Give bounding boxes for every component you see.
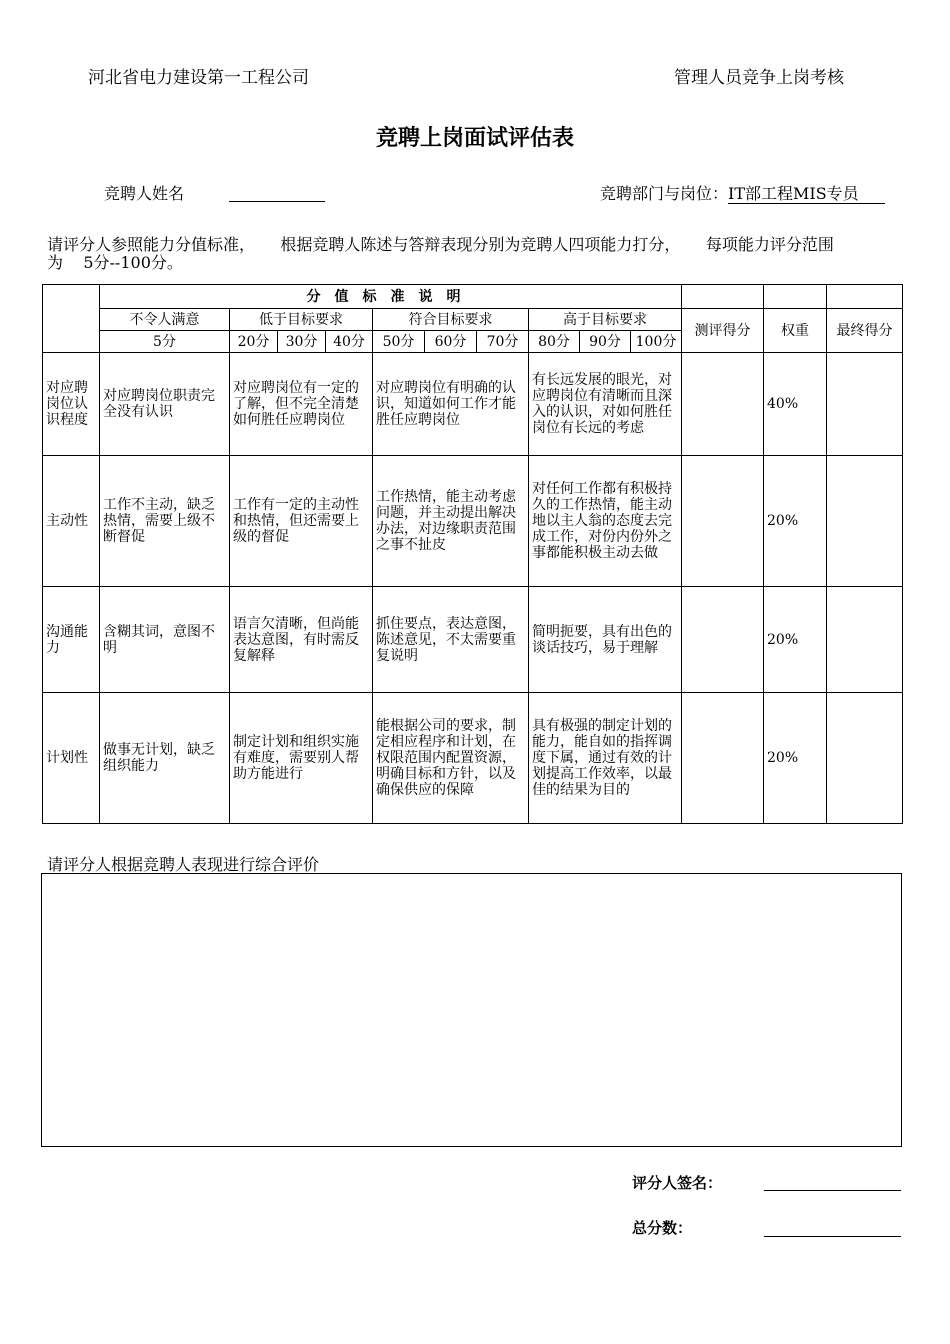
- level-header: 不令人满意: [100, 309, 230, 331]
- final-score-cell[interactable]: [827, 587, 903, 693]
- item-name: 对应聘岗位认识程度: [43, 353, 100, 456]
- standard-below-target: 语言欠清晰，但尚能表达意图，有时需反复解释: [230, 587, 373, 693]
- candidate-dept: [600, 181, 885, 204]
- standard-above-target: 简明扼要，具有出色的谈话技巧，易于理解: [529, 587, 682, 693]
- score-cell[interactable]: [682, 456, 764, 587]
- standard-below-target: 工作有一定的主动性和热情，但还需要上级的督促: [230, 456, 373, 587]
- level-header: 低于目标要求: [230, 309, 373, 331]
- instructions-line-2: 为 5分--100分。: [47, 253, 183, 272]
- point-header: 40分: [326, 331, 373, 353]
- blank-header-cell: [827, 285, 903, 309]
- standard-below-target: 对应聘岗位有一定的了解，但不完全清楚如何胜任应聘岗位: [230, 353, 373, 456]
- page-title: 竞聘上岗面试评估表: [375, 125, 574, 151]
- standard-above-target: 有长远发展的眼光，对应聘岗位有清晰而且深入的认识，对如何胜任岗位有长远的考虑: [529, 353, 682, 456]
- score-cell[interactable]: [682, 693, 764, 824]
- instructions: [47, 236, 907, 272]
- weight-column-header: 权重: [764, 309, 827, 353]
- table-row: [43, 353, 903, 456]
- weight-cell: 20%: [764, 456, 827, 587]
- instructions-line-1: 请评分人参照能力分值标准， 根据竞聘人陈述与答辩表现分别为竞聘人四项能力打分， 每项能力评分范围: [47, 235, 834, 254]
- blank-header-cell: [682, 285, 764, 309]
- table-row: [43, 456, 903, 587]
- point-header: 90分: [580, 331, 631, 353]
- corner-cell: [43, 285, 100, 353]
- point-header: 50分: [373, 331, 425, 353]
- point-header: 20分: [230, 331, 278, 353]
- point-header: 30分: [278, 331, 326, 353]
- standard-unsatisfactory: 含糊其词，意图不明: [100, 587, 230, 693]
- final-score-cell[interactable]: [827, 456, 903, 587]
- total-score-label: 总分数：: [632, 1219, 693, 1237]
- score-column-header: 测评得分: [682, 309, 764, 353]
- score-cell[interactable]: [682, 353, 764, 456]
- group-header: 分值标准说明: [100, 285, 682, 309]
- score-cell[interactable]: [682, 587, 764, 693]
- point-header: 80分: [529, 331, 580, 353]
- standard-meets-target: 抓住要点，表达意图，陈述意见，不太需要重复说明: [373, 587, 529, 693]
- table-row: [43, 693, 903, 824]
- standard-below-target: 制定计划和组织实施有难度，需要别人帮助方能进行: [230, 693, 373, 824]
- final-column-header: 最终得分: [827, 309, 903, 353]
- evaluation-textbox[interactable]: [41, 873, 902, 1147]
- standard-unsatisfactory: 对应聘岗位职责完全没有认识: [100, 353, 230, 456]
- standard-above-target: 具有极强的制定计划的能力，能自如的指挥调度下属，通过有效的计划提高工作效率，以最佳的结果为目的: [529, 693, 682, 824]
- company-name: 河北省电力建设第一工程公司: [88, 68, 309, 88]
- level-header: 符合目标要求: [373, 309, 529, 331]
- point-header: 5分: [100, 331, 230, 353]
- total-score-field[interactable]: [764, 1235, 901, 1237]
- point-header: 60分: [425, 331, 477, 353]
- evaluation-table: [42, 284, 903, 824]
- signer-field[interactable]: [764, 1189, 901, 1191]
- weight-cell: 40%: [764, 353, 827, 456]
- point-header: 100分: [631, 331, 682, 353]
- standard-above-target: 对任何工作都有积极持久的工作热情，能主动地以主人翁的态度去完成工作，对份内份外之事都能积极主动去做: [529, 456, 682, 587]
- standard-unsatisfactory: 工作不主动，缺乏热情，需要上级不断督促: [100, 456, 230, 587]
- weight-cell: 20%: [764, 693, 827, 824]
- item-name: 计划性: [43, 693, 100, 824]
- table-row: [43, 587, 903, 693]
- weight-cell: 20%: [764, 587, 827, 693]
- level-header: 高于目标要求: [529, 309, 682, 331]
- point-header: 70分: [477, 331, 529, 353]
- item-name: 主动性: [43, 456, 100, 587]
- candidate-name-label: 竞聘人姓名: [104, 184, 185, 203]
- item-name: 沟通能力: [43, 587, 100, 693]
- standard-meets-target: 工作热情，能主动考虑问题，并主动提出解决办法，对边缘职责范围之事不扯皮: [373, 456, 529, 587]
- final-score-cell[interactable]: [827, 693, 903, 824]
- final-score-cell[interactable]: [827, 353, 903, 456]
- candidate-dept-label: 竞聘部门与岗位：: [600, 184, 729, 203]
- blank-header-cell: [764, 285, 827, 309]
- standard-unsatisfactory: 做事无计划，缺乏组织能力: [100, 693, 230, 824]
- candidate-name-field[interactable]: [229, 181, 325, 202]
- candidate-dept-value: IT部工程MIS专员: [728, 184, 885, 204]
- exam-title: 管理人员竞争上岗考核: [674, 68, 844, 88]
- standard-meets-target: 能根据公司的要求，制定相应程序和计划，在权限范围内配置资源，明确目标和方针，以及确保供应的保障: [373, 693, 529, 824]
- evaluation-label: 请评分人根据竞聘人表现进行综合评价: [47, 855, 320, 874]
- standard-meets-target: 对应聘岗位有明确的认识，知道如何工作才能胜任应聘岗位: [373, 353, 529, 456]
- signer-label: 评分人签名：: [632, 1174, 723, 1192]
